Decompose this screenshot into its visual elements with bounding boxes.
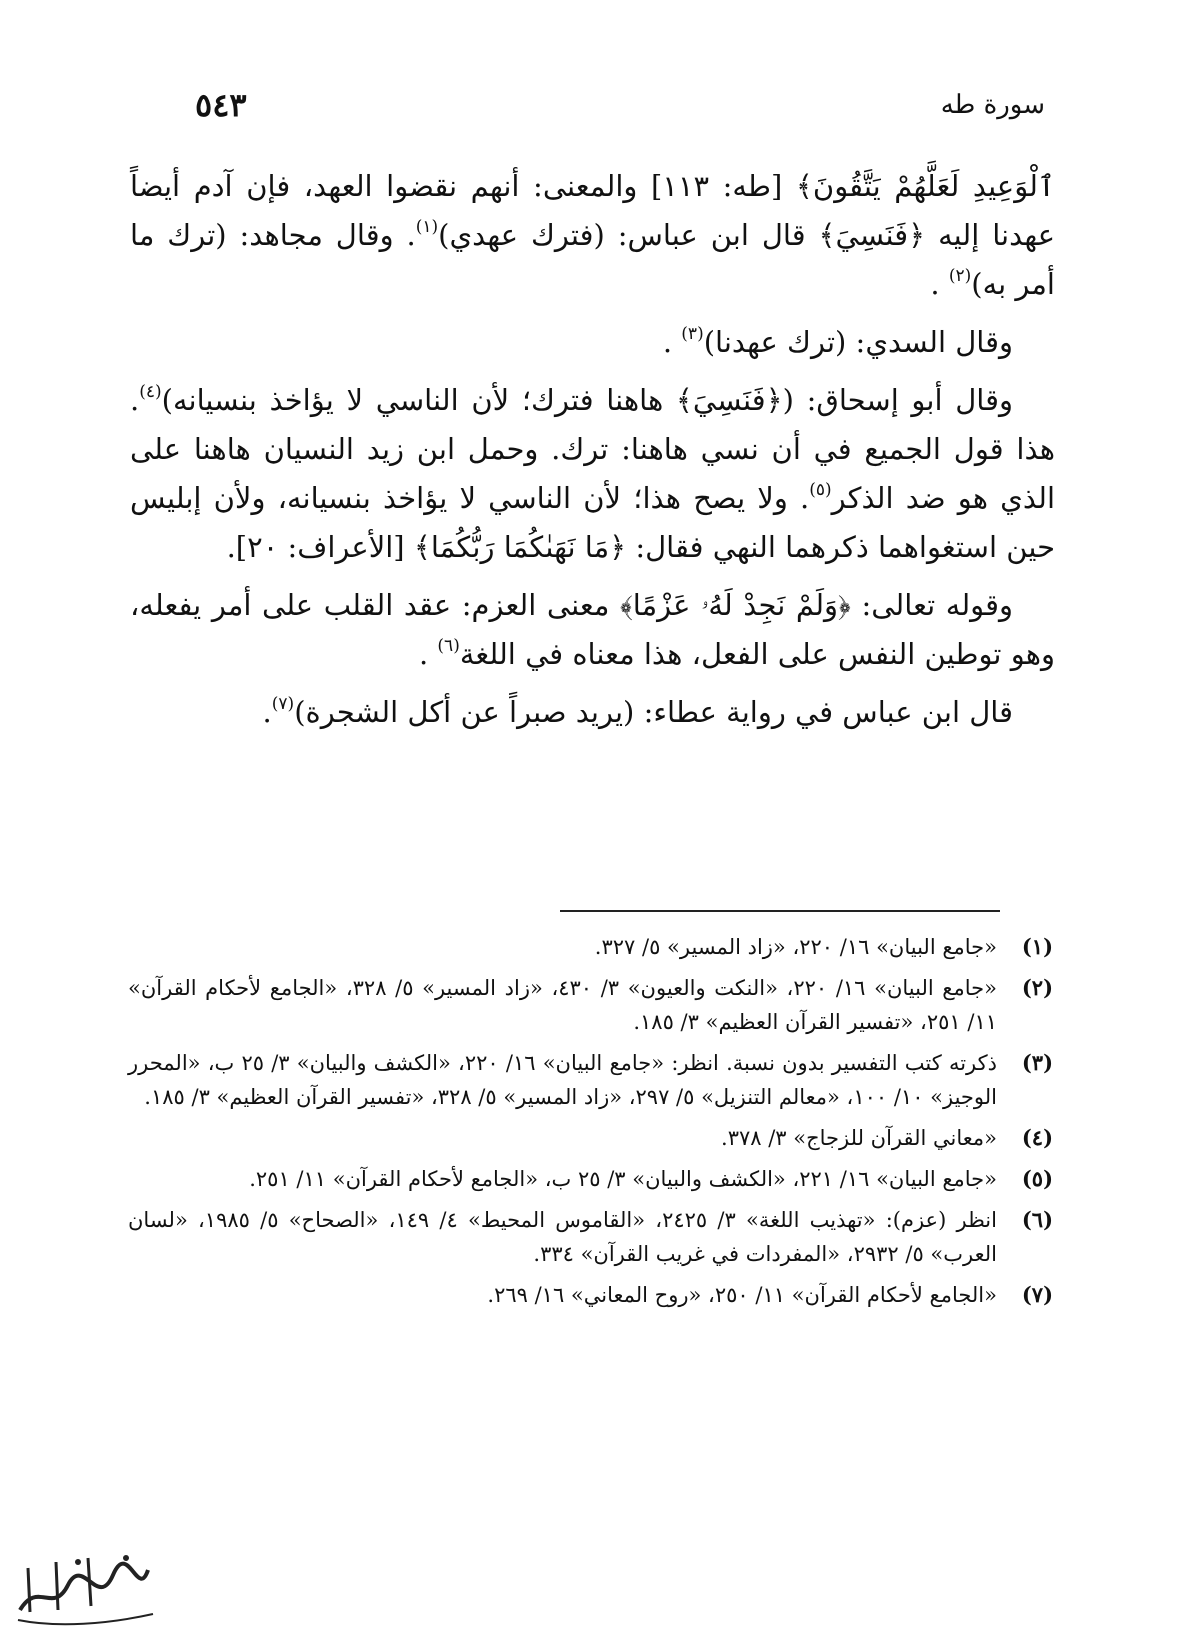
footnote-number: (٢)	[1021, 975, 1053, 1000]
text-run: .	[662, 325, 682, 359]
footnotes	[128, 930, 1053, 1319]
footnote-text: «جامع البيان» ١٦/ ٢٢١، «الكشف والبيان» ٣/ ٢٥ ب، «الجامع لأحكام القرآن» ١١/ ٢٥١.	[249, 1167, 997, 1191]
footnote-reference: (٧)	[271, 694, 295, 714]
logo-graphic	[8, 1540, 158, 1630]
footnote	[128, 971, 1053, 1039]
footnote-text: انظر (عزم): «تهذيب اللغة» ٣/ ٢٤٢٥، «القاموس المحيط» ٤/ ١٤٩، «الصحاح» ٥/ ١٩٨٥، «لسان العرب» ٥/ ٢٩٣٢، «المفردات في غريب القرآن» ٣٣٤.	[128, 1208, 997, 1266]
footnote-text: «معاني القرآن للزجاج» ٣/ ٣٧٨.	[721, 1126, 997, 1150]
footnote-number: (١)	[1021, 934, 1053, 959]
text-run: . وقال مجاهد: (ترك ما أمر به)	[130, 218, 1055, 301]
footnote-reference: (٣)	[681, 324, 704, 344]
text-run: .	[930, 267, 949, 301]
footnote-reference: (٤)	[139, 382, 162, 402]
text-run: .	[418, 637, 438, 671]
page-header	[195, 86, 1045, 136]
text-run: ٱلْوَعِيدِ لَعَلَّهُمْ يَتَّقُونَ﴾ [طه: ١١٣] والمعنى: أنهم نقضوا العهد، فإن آدم أيضاً عهدنا إليه ﴿فَنَسِيَ﴾ قال ابن عباس: (فترك عهدي)	[130, 169, 1055, 252]
footnote	[128, 1046, 1053, 1114]
paragraph	[130, 318, 1055, 367]
text-run: قال ابن عباس في رواية عطاء: (يريد صبراً عن أكل الشجرة)	[294, 695, 1013, 729]
paragraph	[130, 688, 1055, 737]
text-run: وقوله تعالى: ﴿وَلَمْ نَجِدْ لَهُۥ عَزْمًا﴾ معنى العزم: عقد القلب على أمر يفعله، وهو توطين النفس على الفعل، هذا معناه في اللغة	[130, 588, 1055, 671]
paragraph	[130, 162, 1055, 309]
footnote-number: (٧)	[1021, 1282, 1053, 1307]
footnote-reference: (٥)	[809, 480, 832, 500]
footnote-text: «جامع البيان» ١٦/ ٢٢٠، «زاد المسير» ٥/ ٣٢٧.	[594, 935, 997, 959]
calligraphy-logo-icon	[8, 1540, 158, 1630]
text-run: . هذا قول الجميع في أن نسي هاهنا: ترك. وحمل ابن زيد النسيان هاهنا على الذي هو ضد الذكر	[130, 383, 1055, 515]
footnote	[128, 1203, 1053, 1271]
footnote	[128, 1162, 1053, 1196]
footnote-number: (٦)	[1021, 1207, 1053, 1232]
footnote-text: «جامع البيان» ١٦/ ٢٢٠، «النكت والعيون» ٣/ ٤٣٠، «زاد المسير» ٥/ ٣٢٨، «الجامع لأحكام القرآن» ١١/ ٢٥١، «تفسير القرآن العظيم» ٣/ ١٨٥.	[128, 976, 997, 1034]
page-number: ٥٤٣	[195, 86, 247, 124]
footnote	[128, 1121, 1053, 1155]
footnote-divider	[560, 910, 1000, 912]
footnote-reference: (١)	[415, 217, 439, 237]
footnote-reference: (٢)	[948, 266, 972, 286]
main-text	[130, 162, 1055, 737]
text-run: وقال أبو إسحاق: (﴿فَنَسِيَ﴾ هاهنا فترك؛ لأن الناسي لا يؤاخذ بنسيانه)	[161, 383, 1013, 417]
footnote-text: «الجامع لأحكام القرآن» ١١/ ٢٥٠، «روح المعاني» ١٦/ ٢٦٩.	[487, 1283, 997, 1307]
footnote	[128, 1278, 1053, 1312]
footnote-number: (٥)	[1021, 1166, 1053, 1191]
footnote-number: (٤)	[1021, 1125, 1053, 1150]
running-title: سورة طه	[940, 90, 1045, 120]
footnote-number: (٣)	[1021, 1050, 1053, 1075]
text-run: . ولا يصح هذا؛ لأن الناسي لا يؤاخذ بنسيانه، ولأن إبليس حين استغواهما ذكرهما النهي فقال: ﴿مَا نَهَىٰكُمَا رَبُّكُمَا﴾ [الأعراف: ٢٠].	[130, 481, 1055, 564]
paragraph	[130, 376, 1055, 572]
text-run: وقال السدي: (ترك عهدنا)	[703, 325, 1013, 359]
text-run: .	[262, 695, 272, 729]
footnote-reference: (٦)	[437, 636, 460, 656]
paragraph	[130, 581, 1055, 679]
footnote-text: ذكرته كتب التفسير بدون نسبة. انظر: «جامع البيان» ١٦/ ٢٢٠، «الكشف والبيان» ٣/ ٢٥ ب، «المحرر الوجيز» ١٠/ ١٠٠، «معالم التنزيل» ٥/ ٢٩٧، «زاد المسير» ٥/ ٣٢٨، «تفسير القرآن العظيم» ٣/ ١٨٥.	[128, 1051, 997, 1109]
footnote	[128, 930, 1053, 964]
